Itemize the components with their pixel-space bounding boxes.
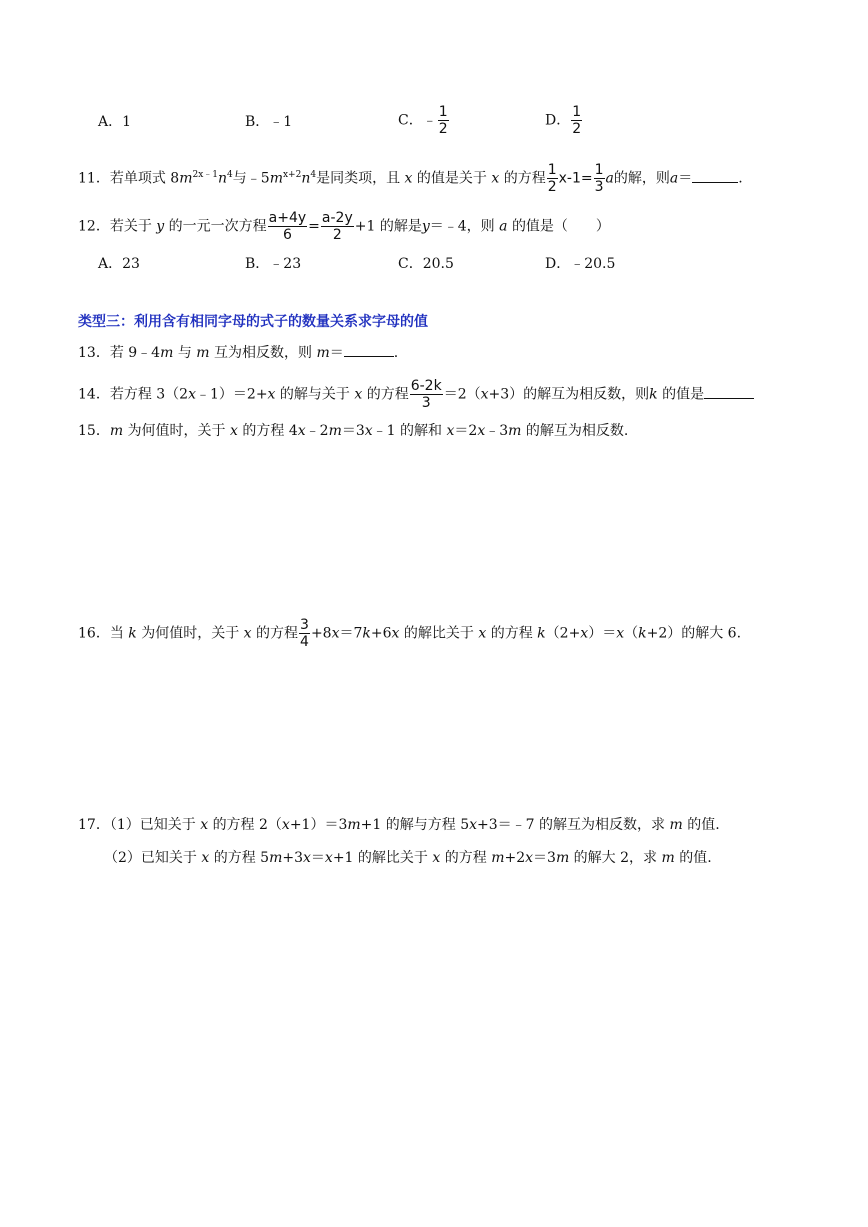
question-16: 16．当 k 为何值时，关于 x 的方程 $\frac{3}{4}$ +8x＝7k+6x 的解比关于 x 的方程 k（2+x）＝x（k+2）的解大 6. bbox=[78, 617, 742, 650]
section-3-heading: 类型三：利用含有相同字母的式子的数量关系求字母的值 bbox=[78, 314, 428, 330]
q13-answer-blank bbox=[344, 342, 394, 357]
question-12: 12．若关于 y 的一元一次方程 $\frac{a+4y}{6}$ = $\frac{a-2y}{2}$ +1 的解是y＝﹣4，则 a 的值是（ ） bbox=[78, 210, 610, 243]
q10-option-d: D． $\frac{1}{2}$ bbox=[545, 104, 582, 137]
question-14: 14．若方程 3（2x﹣1）＝2+x 的解与关于 x 的方程 $\frac{6-2k}{3}$ ＝2（x+3）的解互为相反数，则k 的值是 bbox=[78, 378, 754, 411]
q12-option-c: C．20.5 bbox=[398, 256, 454, 272]
question-11: 11．若单项式 $8m^{2x﹣1}n^4$与$﹣5m^{x+2}n^4$是同类项，且 x 的值是关于 x 的方程 $\frac{1}{2}$ x-1= $\frac{1}{3}$ a的解，则a＝ . bbox=[78, 162, 743, 195]
question-15: 15．m 为何值时，关于 x 的方程 4x﹣2m＝3x﹣1 的解和 x＝2x﹣3m 的解互为相反数. bbox=[78, 423, 629, 439]
q10-option-a: A．1 bbox=[98, 114, 132, 130]
q12-option-b: B．﹣23 bbox=[245, 256, 302, 272]
q14-answer-blank bbox=[704, 384, 754, 399]
q11-answer-blank bbox=[692, 168, 738, 183]
q10-option-c: C．﹣ $\frac{1}{2}$ bbox=[398, 104, 448, 137]
question-13: 13．若 9﹣4m 与 m 互为相反数，则 m＝ . bbox=[78, 342, 398, 363]
question-17-part-2: （2）已知关于 x 的方程 5m+3x＝x+1 的解比关于 x 的方程 m+2x＝3m 的解大 2，求 m 的值. bbox=[104, 850, 712, 866]
q12-option-a: A．23 bbox=[98, 256, 140, 272]
question-17-part-1: 17．（1）已知关于 x 的方程 2（x+1）＝3m+1 的解与方程 5x+3＝﹣7 的解互为相反数，求 m 的值. bbox=[78, 817, 720, 833]
q12-option-d: D．﹣20.5 bbox=[545, 256, 616, 272]
q10-option-b: B．﹣1 bbox=[245, 114, 293, 130]
